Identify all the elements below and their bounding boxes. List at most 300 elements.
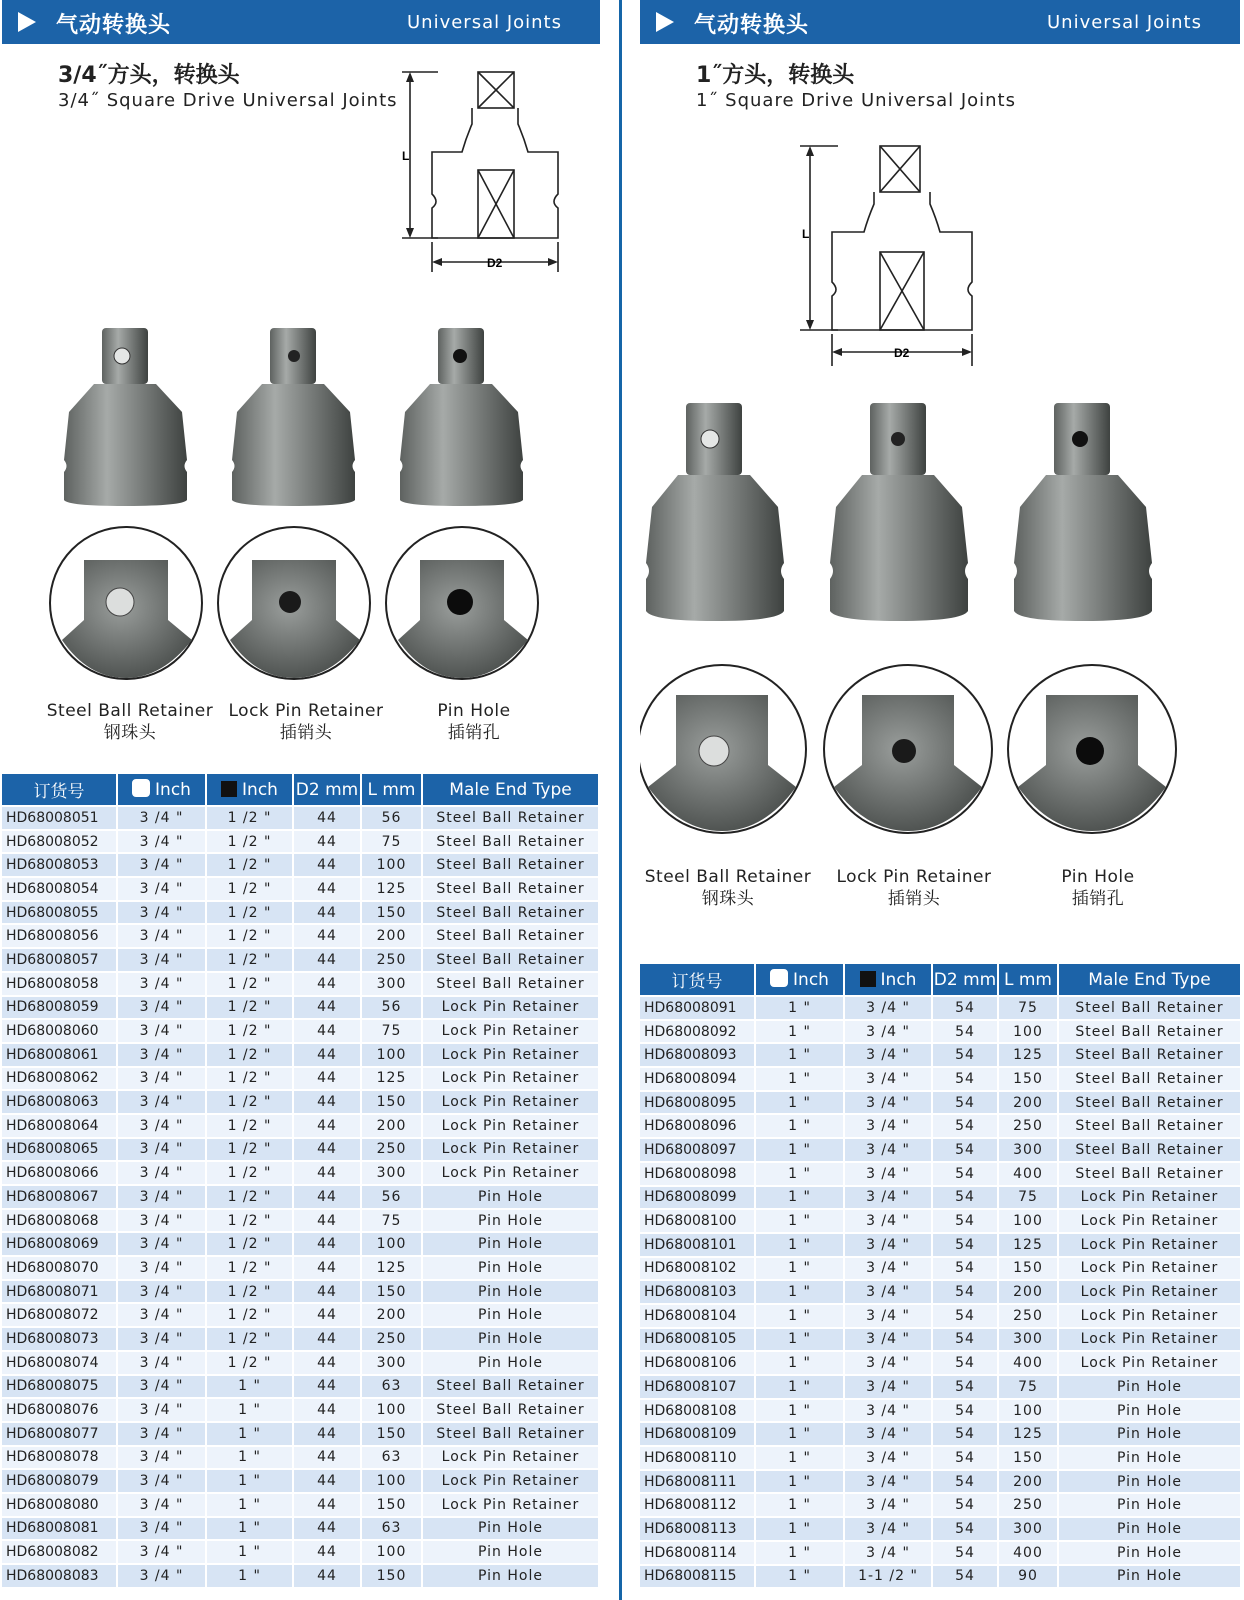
female-square-inch: 3 /4 " <box>845 1044 931 1066</box>
product-photos <box>640 395 1240 855</box>
caption-lock-pin: Lock Pin Retainer 插销头 <box>836 867 992 909</box>
male-drive-inch: 3 /4 " <box>118 1020 205 1042</box>
male-drive-inch: 1 " <box>756 1210 843 1232</box>
d2-mm: 54 <box>933 1044 997 1066</box>
dimension-d2-label: D2 <box>487 256 503 270</box>
l-mm: 250 <box>999 1494 1057 1516</box>
detail-steel-ball <box>640 665 806 833</box>
order-number: HD68008092 <box>640 1021 754 1043</box>
male-end-type: Pin Hole <box>423 1565 598 1587</box>
table-row <box>640 1376 1240 1398</box>
order-number: HD68008111 <box>640 1471 754 1493</box>
d2-mm: 54 <box>933 1447 997 1469</box>
order-number: HD68008068 <box>2 1210 116 1232</box>
order-number: HD68008109 <box>640 1423 754 1445</box>
male-drive-inch: 3 /4 " <box>118 1210 205 1232</box>
l-mm: 125 <box>999 1044 1057 1066</box>
d2-mm: 54 <box>933 1566 997 1588</box>
detail-pin-hole <box>1008 665 1176 833</box>
order-number: HD68008104 <box>640 1305 754 1327</box>
d2-mm: 54 <box>933 1092 997 1114</box>
d2-mm: 54 <box>933 1518 997 1540</box>
male-end-type: Steel Ball Retainer <box>423 949 598 971</box>
l-mm: 75 <box>362 831 421 853</box>
female-square-inch: 3 /4 " <box>845 1471 931 1493</box>
male-end-type: Pin Hole <box>423 1233 598 1255</box>
female-square-inch: 1 /2 " <box>207 1186 292 1208</box>
l-mm: 300 <box>362 1352 421 1374</box>
detail-lock-pin <box>218 527 370 679</box>
male-drive-inch: 3 /4 " <box>118 807 205 829</box>
l-mm: 150 <box>999 1068 1057 1090</box>
male-drive-inch: 3 /4 " <box>118 1565 205 1587</box>
l-mm: 400 <box>999 1163 1057 1185</box>
male-end-type: Lock Pin Retainer <box>423 1115 598 1137</box>
male-drive-inch: 3 /4 " <box>118 1115 205 1137</box>
male-end-type: Steel Ball Retainer <box>1059 1115 1240 1137</box>
l-mm: 150 <box>362 1565 421 1587</box>
col-header-inch-square: Inch <box>845 964 931 995</box>
square-outline-icon <box>132 779 150 797</box>
male-end-type: Pin Hole <box>1059 1447 1240 1469</box>
d2-mm: 54 <box>933 997 997 1019</box>
female-square-inch: 1 /2 " <box>207 1304 292 1326</box>
table-row <box>2 807 598 829</box>
male-drive-inch: 3 /4 " <box>118 831 205 853</box>
male-end-type: Pin Hole <box>423 1352 598 1374</box>
female-square-inch: 1 /2 " <box>207 1281 292 1303</box>
d2-mm: 44 <box>294 1541 360 1563</box>
female-square-inch: 1 " <box>207 1447 292 1469</box>
table-row <box>640 1423 1240 1445</box>
d2-mm: 44 <box>294 807 360 829</box>
male-end-type: Lock Pin Retainer <box>423 1139 598 1161</box>
l-mm: 200 <box>999 1281 1057 1303</box>
table-row <box>640 1163 1240 1185</box>
d2-mm: 44 <box>294 854 360 876</box>
male-end-type: Pin Hole <box>423 1281 598 1303</box>
order-number: HD68008061 <box>2 1044 116 1066</box>
female-square-inch: 1 /2 " <box>207 1044 292 1066</box>
male-end-type: Lock Pin Retainer <box>423 1068 598 1090</box>
male-end-type: Pin Hole <box>1059 1400 1240 1422</box>
header-title-cn: 气动转换头 <box>56 13 172 38</box>
male-drive-inch: 3 /4 " <box>118 925 205 947</box>
l-mm: 200 <box>362 1115 421 1137</box>
female-square-inch: 3 /4 " <box>845 1518 931 1540</box>
female-square-inch: 1 /2 " <box>207 831 292 853</box>
female-square-inch: 3 /4 " <box>845 1210 931 1232</box>
male-end-type: Lock Pin Retainer <box>423 1044 598 1066</box>
l-mm: 100 <box>362 1541 421 1563</box>
female-square-inch: 1 /2 " <box>207 1115 292 1137</box>
l-mm: 63 <box>362 1518 421 1540</box>
order-number: HD68008054 <box>2 878 116 900</box>
female-square-inch: 1 " <box>207 1376 292 1398</box>
table-row <box>2 1352 598 1374</box>
female-square-inch: 3 /4 " <box>845 1258 931 1280</box>
male-end-type: Steel Ball Retainer <box>1059 997 1240 1019</box>
order-number: HD68008095 <box>640 1092 754 1114</box>
header-title-en: Universal Joints <box>1046 12 1202 33</box>
table-row <box>640 1021 1240 1043</box>
adapter-photo-pin-hole <box>400 328 523 506</box>
table-row <box>640 1092 1240 1114</box>
order-number: HD68008091 <box>640 997 754 1019</box>
male-drive-inch: 1 " <box>756 1234 843 1256</box>
l-mm: 125 <box>999 1234 1057 1256</box>
order-number: HD68008078 <box>2 1447 116 1469</box>
male-end-type: Lock Pin Retainer <box>423 997 598 1019</box>
order-number: HD68008065 <box>2 1139 116 1161</box>
order-number: HD68008107 <box>640 1376 754 1398</box>
col-header-inch-square: Inch <box>207 774 292 805</box>
male-end-type: Pin Hole <box>423 1210 598 1232</box>
order-number: HD68008100 <box>640 1210 754 1232</box>
order-number: HD68008069 <box>2 1233 116 1255</box>
table-row <box>2 1399 598 1421</box>
l-mm: 300 <box>999 1139 1057 1161</box>
male-end-type: Steel Ball Retainer <box>423 831 598 853</box>
l-mm: 125 <box>362 878 421 900</box>
male-drive-inch: 1 " <box>756 1400 843 1422</box>
male-drive-inch: 1 " <box>756 1258 843 1280</box>
l-mm: 300 <box>999 1329 1057 1351</box>
col-header-inch-drive: Inch <box>118 774 205 805</box>
spec-table <box>0 772 600 1589</box>
table-row <box>640 1471 1240 1493</box>
l-mm: 200 <box>362 925 421 947</box>
l-mm: 56 <box>362 807 421 829</box>
table-row <box>640 1542 1240 1564</box>
table-row <box>2 1068 598 1090</box>
male-drive-inch: 3 /4 " <box>118 1376 205 1398</box>
order-number: HD68008063 <box>2 1091 116 1113</box>
male-end-type: Lock Pin Retainer <box>423 1470 598 1492</box>
female-square-inch: 1 /2 " <box>207 997 292 1019</box>
product-title-cn: 1˝方头，转换头 <box>696 63 855 88</box>
d2-mm: 54 <box>933 1163 997 1185</box>
l-mm: 300 <box>362 973 421 995</box>
order-number: HD68008074 <box>2 1352 116 1374</box>
l-mm: 150 <box>999 1447 1057 1469</box>
d2-mm: 44 <box>294 1423 360 1445</box>
order-number: HD68008112 <box>640 1494 754 1516</box>
square-filled-icon <box>860 971 876 987</box>
male-drive-inch: 1 " <box>756 1305 843 1327</box>
caption-steel-ball: Steel Ball Retainer 钢珠头 <box>46 701 214 743</box>
table-row <box>2 973 598 995</box>
male-drive-inch: 3 /4 " <box>118 1470 205 1492</box>
product-title-en: 1˝ Square Drive Universal Joints <box>696 90 1016 111</box>
dimension-d2-label: D2 <box>894 346 910 360</box>
d2-mm: 44 <box>294 1494 360 1516</box>
male-drive-inch: 1 " <box>756 1139 843 1161</box>
column-divider <box>619 0 622 1600</box>
order-number: HD68008064 <box>2 1115 116 1137</box>
d2-mm: 44 <box>294 1139 360 1161</box>
male-end-type: Pin Hole <box>423 1304 598 1326</box>
l-mm: 100 <box>362 1044 421 1066</box>
female-square-inch: 3 /4 " <box>845 1494 931 1516</box>
table-row <box>2 1257 598 1279</box>
male-end-type: Pin Hole <box>1059 1518 1240 1540</box>
table-row <box>2 878 598 900</box>
table-row <box>2 854 598 876</box>
d2-mm: 44 <box>294 997 360 1019</box>
male-end-type: Steel Ball Retainer <box>1059 1021 1240 1043</box>
female-square-inch: 3 /4 " <box>845 1068 931 1090</box>
female-square-inch: 1 /2 " <box>207 949 292 971</box>
table-row <box>2 1470 598 1492</box>
female-square-inch: 1 /2 " <box>207 1068 292 1090</box>
l-mm: 150 <box>362 1091 421 1113</box>
male-end-type: Pin Hole <box>423 1257 598 1279</box>
female-square-inch: 1 /2 " <box>207 1139 292 1161</box>
male-drive-inch: 1 " <box>756 997 843 1019</box>
female-square-inch: 3 /4 " <box>845 1115 931 1137</box>
male-end-type: Lock Pin Retainer <box>1059 1305 1240 1327</box>
male-drive-inch: 1 " <box>756 1352 843 1374</box>
table-row <box>2 1091 598 1113</box>
table-row <box>640 997 1240 1019</box>
male-drive-inch: 3 /4 " <box>118 1304 205 1326</box>
order-number: HD68008062 <box>2 1068 116 1090</box>
male-end-type: Lock Pin Retainer <box>1059 1281 1240 1303</box>
d2-mm: 54 <box>933 1115 997 1137</box>
l-mm: 125 <box>999 1423 1057 1445</box>
order-number: HD68008067 <box>2 1186 116 1208</box>
d2-mm: 44 <box>294 1447 360 1469</box>
dimension-diagram <box>790 136 990 376</box>
male-drive-inch: 3 /4 " <box>118 1518 205 1540</box>
col-header-order-no: 订货号 <box>2 774 116 805</box>
male-end-type: Steel Ball Retainer <box>1059 1044 1240 1066</box>
dimension-diagram <box>392 62 572 278</box>
male-end-type: Steel Ball Retainer <box>423 973 598 995</box>
d2-mm: 54 <box>933 1305 997 1327</box>
male-end-type: Pin Hole <box>1059 1471 1240 1493</box>
table-row <box>2 1233 598 1255</box>
male-drive-inch: 3 /4 " <box>118 1541 205 1563</box>
d2-mm: 44 <box>294 1518 360 1540</box>
male-end-type: Steel Ball Retainer <box>1059 1163 1240 1185</box>
female-square-inch: 3 /4 " <box>845 1329 931 1351</box>
male-drive-inch: 3 /4 " <box>118 1423 205 1445</box>
d2-mm: 54 <box>933 1139 997 1161</box>
order-number: HD68008097 <box>640 1139 754 1161</box>
table-row <box>2 1304 598 1326</box>
left-section <box>2 0 600 1584</box>
order-number: HD68008058 <box>2 973 116 995</box>
order-number: HD68008099 <box>640 1187 754 1209</box>
male-drive-inch: 1 " <box>756 1542 843 1564</box>
l-mm: 300 <box>362 1162 421 1184</box>
l-mm: 250 <box>362 1139 421 1161</box>
d2-mm: 44 <box>294 1376 360 1398</box>
male-drive-inch: 1 " <box>756 1068 843 1090</box>
table-row <box>640 1139 1240 1161</box>
d2-mm: 44 <box>294 1068 360 1090</box>
table-row <box>2 1565 598 1587</box>
adapter-photo-lock-pin <box>232 328 355 506</box>
order-number: HD68008051 <box>2 807 116 829</box>
female-square-inch: 1 " <box>207 1399 292 1421</box>
order-number: HD68008052 <box>2 831 116 853</box>
male-drive-inch: 3 /4 " <box>118 997 205 1019</box>
female-square-inch: 3 /4 " <box>845 1187 931 1209</box>
l-mm: 56 <box>362 1186 421 1208</box>
l-mm: 125 <box>362 1257 421 1279</box>
order-number: HD68008075 <box>2 1376 116 1398</box>
female-square-inch: 1 /2 " <box>207 1352 292 1374</box>
l-mm: 63 <box>362 1447 421 1469</box>
table-row <box>640 1494 1240 1516</box>
male-drive-inch: 1 " <box>756 1518 843 1540</box>
male-end-type: Steel Ball Retainer <box>1059 1092 1240 1114</box>
l-mm: 90 <box>999 1566 1057 1588</box>
male-end-type: Pin Hole <box>1059 1376 1240 1398</box>
table-row <box>2 1494 598 1516</box>
female-square-inch: 1 " <box>207 1541 292 1563</box>
table-row <box>2 1541 598 1563</box>
detail-steel-ball <box>50 527 202 679</box>
order-number: HD68008070 <box>2 1257 116 1279</box>
male-end-type: Pin Hole <box>423 1186 598 1208</box>
table-row <box>640 1210 1240 1232</box>
male-drive-inch: 3 /4 " <box>118 1091 205 1113</box>
table-row <box>640 1305 1240 1327</box>
female-square-inch: 3 /4 " <box>845 1376 931 1398</box>
order-number: HD68008106 <box>640 1352 754 1374</box>
female-square-inch: 1 /2 " <box>207 1328 292 1350</box>
male-drive-inch: 3 /4 " <box>118 973 205 995</box>
l-mm: 75 <box>362 1020 421 1042</box>
d2-mm: 54 <box>933 1234 997 1256</box>
l-mm: 100 <box>362 854 421 876</box>
order-number: HD68008053 <box>2 854 116 876</box>
product-title-en: 3/4˝ Square Drive Universal Joints <box>58 90 398 111</box>
adapter-photo-steel-ball <box>646 403 784 621</box>
d2-mm: 54 <box>933 1329 997 1351</box>
adapter-photo-steel-ball <box>64 328 187 506</box>
male-end-type: Pin Hole <box>423 1328 598 1350</box>
male-drive-inch: 3 /4 " <box>118 1257 205 1279</box>
l-mm: 250 <box>999 1305 1057 1327</box>
dimension-l-label: L <box>802 227 810 241</box>
l-mm: 100 <box>999 1400 1057 1422</box>
d2-mm: 44 <box>294 973 360 995</box>
female-square-inch: 1 /2 " <box>207 1162 292 1184</box>
d2-mm: 54 <box>933 1258 997 1280</box>
male-drive-inch: 3 /4 " <box>118 902 205 924</box>
female-square-inch: 3 /4 " <box>845 1163 931 1185</box>
table-row <box>2 1210 598 1232</box>
d2-mm: 44 <box>294 1257 360 1279</box>
table-row <box>640 1068 1240 1090</box>
col-header-order-no: 订货号 <box>640 964 754 995</box>
table-row <box>640 1281 1240 1303</box>
l-mm: 75 <box>362 1210 421 1232</box>
female-square-inch: 3 /4 " <box>845 1021 931 1043</box>
d2-mm: 54 <box>933 1376 997 1398</box>
male-drive-inch: 3 /4 " <box>118 1328 205 1350</box>
d2-mm: 54 <box>933 1021 997 1043</box>
caption-pin-hole: Pin Hole 插销孔 <box>437 701 511 743</box>
male-end-type: Steel Ball Retainer <box>423 1399 598 1421</box>
table-row <box>2 1328 598 1350</box>
male-drive-inch: 3 /4 " <box>118 1399 205 1421</box>
male-end-type: Steel Ball Retainer <box>1059 1139 1240 1161</box>
table-row <box>640 1400 1240 1422</box>
female-square-inch: 1 /2 " <box>207 807 292 829</box>
male-drive-inch: 3 /4 " <box>118 1139 205 1161</box>
col-header-l: L mm <box>999 964 1057 995</box>
l-mm: 63 <box>362 1376 421 1398</box>
header-title-en: Universal Joints <box>406 12 562 33</box>
female-square-inch: 1 " <box>207 1494 292 1516</box>
col-header-male-end-type: Male End Type <box>423 774 598 805</box>
female-square-inch: 1 /2 " <box>207 854 292 876</box>
male-drive-inch: 3 /4 " <box>118 854 205 876</box>
order-number: HD68008080 <box>2 1494 116 1516</box>
female-square-inch: 3 /4 " <box>845 1139 931 1161</box>
order-number: HD68008093 <box>640 1044 754 1066</box>
female-square-inch: 1 /2 " <box>207 1210 292 1232</box>
l-mm: 200 <box>362 1304 421 1326</box>
male-end-type: Lock Pin Retainer <box>1059 1329 1240 1351</box>
d2-mm: 54 <box>933 1352 997 1374</box>
male-end-type: Pin Hole <box>1059 1423 1240 1445</box>
l-mm: 75 <box>999 1376 1057 1398</box>
order-number: HD68008079 <box>2 1470 116 1492</box>
d2-mm: 44 <box>294 1233 360 1255</box>
table-row <box>2 1139 598 1161</box>
square-filled-icon <box>221 781 237 797</box>
table-row <box>2 1044 598 1066</box>
order-number: HD68008076 <box>2 1399 116 1421</box>
male-drive-inch: 1 " <box>756 1115 843 1137</box>
table-row <box>2 925 598 947</box>
male-end-type: Lock Pin Retainer <box>423 1091 598 1113</box>
order-number: HD68008083 <box>2 1565 116 1587</box>
male-drive-inch: 1 " <box>756 1281 843 1303</box>
l-mm: 150 <box>362 1281 421 1303</box>
table-row <box>2 1162 598 1184</box>
male-end-type: Steel Ball Retainer <box>423 1376 598 1398</box>
order-number: HD68008073 <box>2 1328 116 1350</box>
female-square-inch: 3 /4 " <box>845 997 931 1019</box>
d2-mm: 44 <box>294 1304 360 1326</box>
female-square-inch: 3 /4 " <box>845 1352 931 1374</box>
d2-mm: 44 <box>294 1210 360 1232</box>
d2-mm: 54 <box>933 1471 997 1493</box>
male-end-type: Lock Pin Retainer <box>1059 1187 1240 1209</box>
section-header <box>640 0 1240 44</box>
table-row <box>640 1566 1240 1588</box>
female-square-inch: 1 " <box>207 1470 292 1492</box>
d2-mm: 44 <box>294 902 360 924</box>
detail-pin-hole <box>386 527 538 679</box>
caption-lock-pin: Lock Pin Retainer 插销头 <box>228 701 384 743</box>
female-square-inch: 1 /2 " <box>207 1091 292 1113</box>
order-number: HD68008096 <box>640 1115 754 1137</box>
l-mm: 400 <box>999 1352 1057 1374</box>
order-number: HD68008115 <box>640 1566 754 1588</box>
d2-mm: 54 <box>933 1281 997 1303</box>
dimension-l-label: L <box>402 149 410 163</box>
table-row <box>2 1115 598 1137</box>
